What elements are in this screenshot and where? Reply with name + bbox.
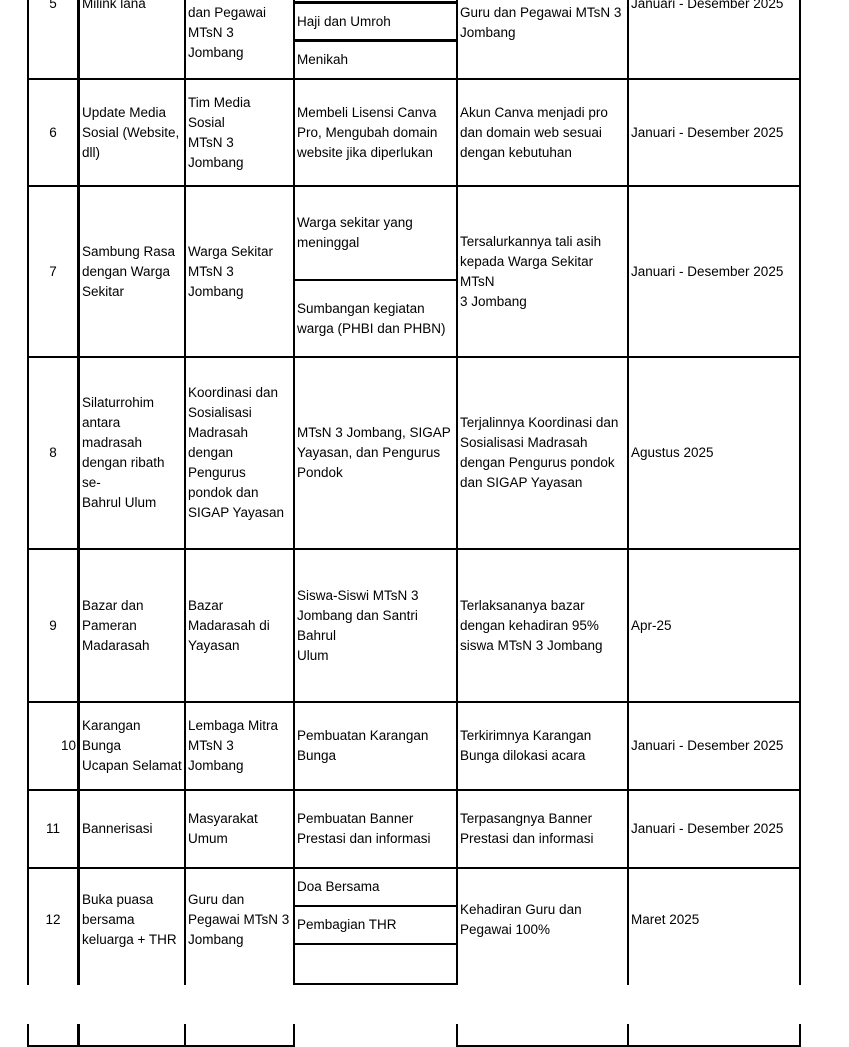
kegiatan-text: Milink lana	[82, 0, 146, 11]
rincian-text: Siswa-Siswi MTsN 3 Jombang dan Santri Bahrul Ulum	[297, 587, 419, 663]
sasaran-text: Guru dan Pegawai MTsN 3 Jombang	[188, 892, 290, 947]
row-7-rincian-cell	[293, 185, 458, 281]
row-7-kegiatan-cell	[78, 185, 186, 358]
row-no: 7	[49, 263, 57, 279]
kegiatan-text: Update Media Sosial (Website, dll)	[82, 104, 180, 160]
page-bottom-margin	[0, 985, 849, 1024]
indikator-text: Guru dan Pegawai MTsN 3 Jombang	[460, 5, 622, 40]
row-8-indikator-cell	[456, 356, 629, 550]
row-no: 12	[45, 912, 61, 927]
waktu-text: Januari - Desember 2025	[631, 821, 784, 836]
rincian-text: Menikah	[297, 52, 349, 67]
row-11-sasaran-cell	[184, 789, 295, 869]
kegiatan-text: Silaturrohim antara madrasah dengan ribath se- Bahrul Ulum	[82, 395, 165, 510]
row-10-kegiatan-cell	[78, 701, 186, 791]
row-8-kegiatan-cell	[78, 356, 186, 550]
waktu-text: Januari - Desember 2025	[631, 124, 784, 140]
indikator-text: Akun Canva menjadi pro dan domain web sesuai dengan kebutuhan	[460, 104, 608, 160]
rincian-text: Pembuatan Karangan Bunga	[297, 728, 429, 763]
indikator-text: Terlaksananya bazar dengan kehadiran 95% siswa MTsN 3 Jombang	[460, 597, 603, 653]
row-8-no-cell	[27, 356, 79, 550]
rincian-text: Warga sekitar yang meninggal	[297, 215, 413, 250]
row-6-sasaran-cell	[184, 78, 295, 187]
sasaran-text: Koordinasi dan Sosialisasi Madrasah dengan Pengurus pondok dan SIGAP Yayasan	[188, 385, 285, 520]
row-6-kegiatan-cell	[78, 78, 186, 187]
row-11-indikator-cell	[456, 789, 629, 869]
row-12-rincian-cell	[293, 905, 458, 945]
rincian-text: Pembagian THR	[297, 917, 397, 932]
row-11-kegiatan-cell	[78, 789, 186, 869]
row-10-waktu-cell	[627, 701, 801, 791]
row-11-no-cell	[27, 789, 79, 869]
waktu-text: Januari - Desember 2025	[631, 263, 784, 279]
sasaran-text: Bazar Madarasah di Yayasan	[188, 597, 270, 653]
sasaran-text: Tim Media Sosial MTsN 3 Jombang	[188, 94, 251, 170]
row-11-rincian-cell	[293, 789, 458, 869]
waktu-text: Januari - Desember 2025	[631, 0, 784, 11]
row-no: 5	[49, 0, 57, 11]
sasaran-text: Lembaga Mitra MTsN 3 Jombang	[188, 718, 279, 773]
row-5-sasaran-cell	[184, 0, 295, 80]
row-9-no-cell	[27, 548, 79, 703]
row-11-waktu-cell	[627, 789, 801, 869]
sasaran-text: Warga Sekitar MTsN 3 Jombang	[188, 243, 274, 299]
row-7-rincian-cell	[293, 279, 458, 358]
row-7-sasaran-cell	[184, 185, 295, 358]
row-9-kegiatan-cell	[78, 548, 186, 703]
row-no: 6	[49, 124, 57, 140]
rincian-text: MTsN 3 Jombang, SIGAP Yayasan, dan Pengurus Pondok	[297, 425, 451, 480]
row-9-indikator-cell	[456, 548, 629, 703]
row-10-sasaran-cell	[184, 701, 295, 791]
row-8-sasaran-cell	[184, 356, 295, 550]
kegiatan-text: Bannerisasi	[82, 821, 153, 836]
rincian-text: Sumbangan kegiatan warga (PHBI dan PHBN)	[297, 300, 446, 336]
row-5-waktu-cell	[627, 0, 801, 80]
indikator-text: Tersalurkannya tali asih kepada Warga Sekitar MTsN 3 Jombang	[460, 233, 602, 309]
row-12-rincian-cell	[293, 943, 458, 985]
row-7-no-cell	[27, 185, 79, 358]
row-9-rincian-cell	[293, 548, 458, 703]
kegiatan-text: Sambung Rasa dengan Warga Sekitar	[82, 243, 176, 299]
row-8-waktu-cell	[627, 356, 801, 550]
kegiatan-text: Buka puasa bersama keluarga + THR	[82, 892, 177, 947]
row-5-indikator-cell	[456, 0, 629, 80]
sasaran-text: Masyarakat Umum	[188, 811, 258, 846]
kegiatan-text: Karangan Bunga Ucapan Selamat	[82, 718, 182, 773]
row-6-indikator-cell	[456, 78, 629, 187]
sasaran-text: dan Pegawai MTsN 3 Jombang	[188, 5, 267, 60]
row-5-rincian-cell	[293, 2, 458, 41]
waktu-text: Maret 2025	[631, 912, 700, 927]
row-5-no-cell	[27, 0, 79, 80]
row-9-waktu-cell	[627, 548, 801, 703]
waktu-text: Januari - Desember 2025	[631, 738, 784, 753]
row-10-indikator-cell	[456, 701, 629, 791]
row-10-no-cell	[27, 701, 79, 791]
indikator-text: Kehadiran Guru dan Pegawai 100%	[460, 902, 582, 937]
row-6-no-cell	[27, 78, 79, 187]
row-5-rincian-cell	[293, 40, 458, 80]
row-10-rincian-cell	[293, 701, 458, 791]
rincian-text: Haji dan Umroh	[297, 13, 391, 29]
row-6-waktu-cell	[627, 78, 801, 187]
row-9-sasaran-cell	[184, 548, 295, 703]
row-no: 10	[60, 738, 76, 753]
row-no: 8	[49, 445, 57, 460]
row-8-rincian-cell	[293, 356, 458, 550]
waktu-text: Agustus 2025	[631, 445, 714, 460]
rincian-text: Membeli Lisensi Canva Pro, Mengubah domain website jika diperlukan	[297, 104, 438, 160]
row-12-rincian-cell	[293, 867, 458, 907]
row-7-waktu-cell	[627, 185, 801, 358]
row-6-rincian-cell	[293, 78, 458, 187]
indikator-text: Terpasangnya Banner Prestasi dan informasi	[460, 811, 594, 846]
waktu-text: Apr-25	[631, 617, 672, 633]
rincian-text: Pembuatan Banner Prestasi dan informasi	[297, 811, 431, 846]
rincian-text: Doa Bersama	[297, 879, 380, 894]
row-no: 9	[49, 617, 57, 633]
kegiatan-text: Bazar dan Pameran Madarasah	[82, 597, 150, 653]
indikator-text: Terjalinnya Koordinasi dan Sosialisasi Madrasah dengan Pengurus pondok dan SIGAP Yayasan	[460, 415, 619, 490]
row-5-kegiatan-cell	[78, 0, 186, 80]
row-7-indikator-cell	[456, 185, 629, 358]
row-no: 11	[45, 821, 60, 836]
indikator-text: Terkirimnya Karangan Bunga dilokasi acara	[460, 728, 592, 763]
